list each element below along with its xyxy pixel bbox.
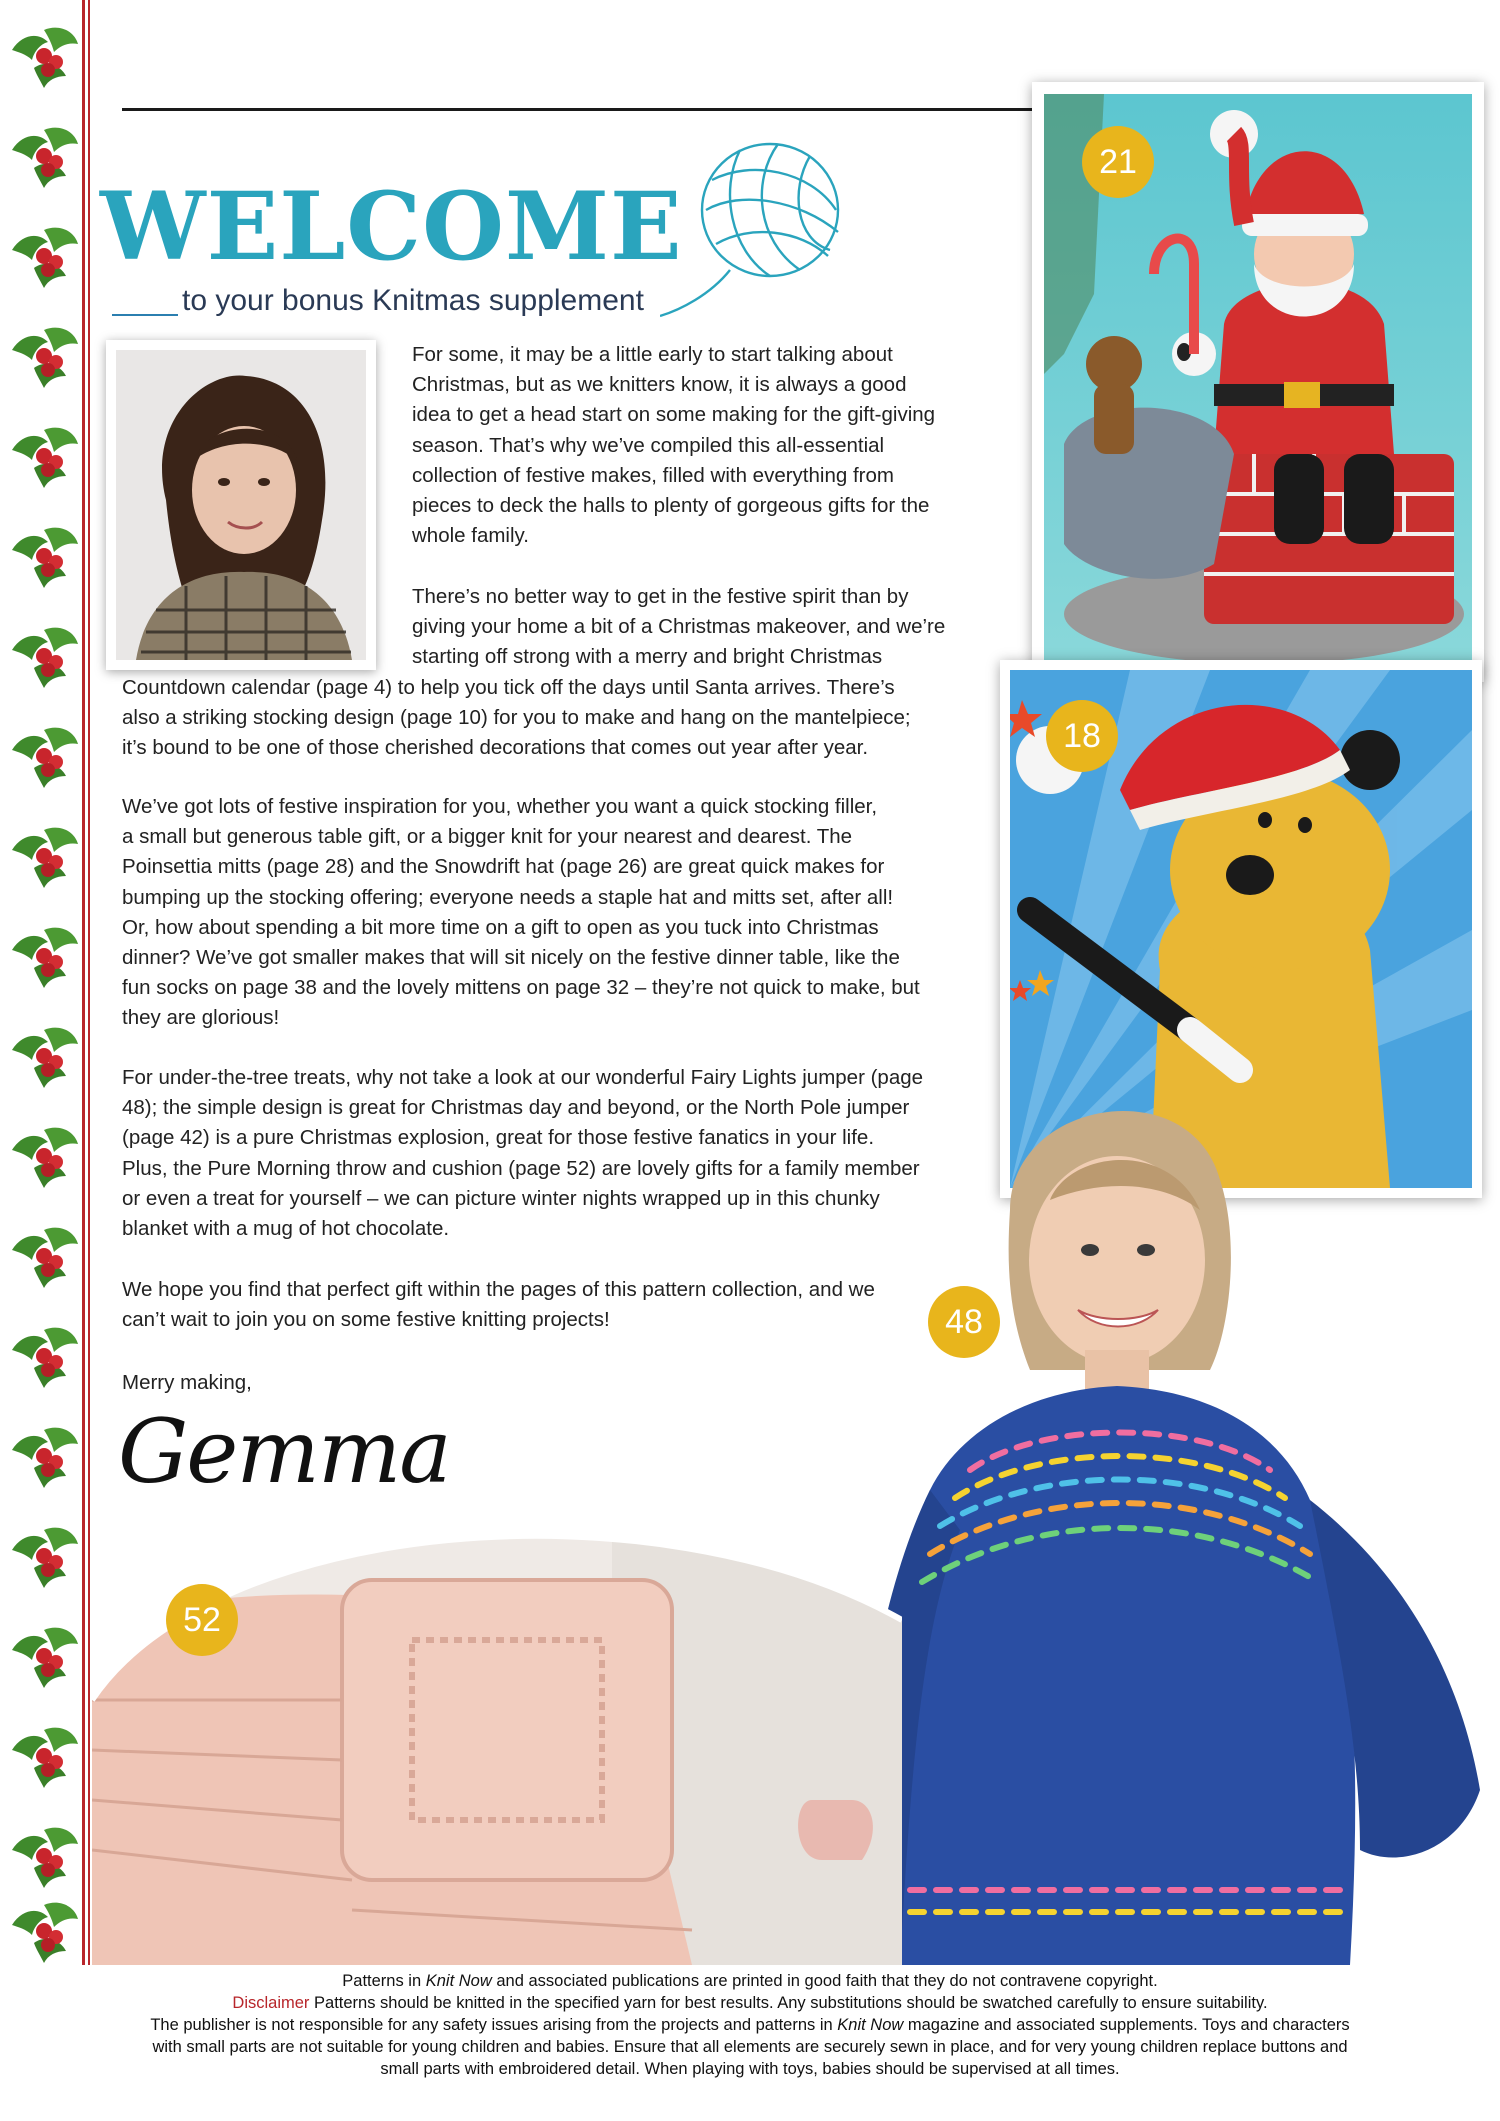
footer-text: Patterns should be knitted in the specified yarn for best results. Any substitutions should be swatched carefully to ensure suitability. [309, 1994, 1268, 2012]
text-line: pieces to deck the halls to plenty of gorgeous gifts for the [412, 494, 930, 518]
paragraph-closing [122, 1275, 942, 1335]
magazine-name: Knit Now [425, 1972, 492, 1990]
page-badge-santa: 21 [1082, 126, 1154, 198]
page-subtitle: to your bonus Knitmas supplement [182, 284, 644, 317]
text-line: There’s no better way to get in the festive spirit than by [412, 585, 909, 608]
border-line [88, 0, 90, 1965]
footer-line: with small parts are not suitable for young children and babies. Ensure that all elements are securely sewn in place, and for very young children replace buttons and [152, 2038, 1348, 2056]
jumper-photo-icon [840, 1070, 1500, 1965]
footer-line [0, 2014, 1500, 2036]
text-line: Poinsettia mitts (page 28) and the Snowdrift hat (page 26) are great quick makes for [122, 855, 885, 879]
sign-off: Merry making, [122, 1371, 252, 1394]
subtitle-rule [112, 314, 178, 316]
text-line: (page 42) is a pure Christmas explosion, great for those festive fanatics in your life. [122, 1126, 875, 1150]
text-line: whole family. [412, 524, 529, 548]
text-line: 48); the simple design is great for Christmas day and beyond, or the North Pole jumper [122, 1096, 910, 1120]
border-line [82, 0, 85, 1965]
text-line: dinner? We’ve got smaller makes that will sit nicely on the festive dinner table, like the [122, 946, 900, 970]
text-line: starting off strong with a merry and bright Christmas [412, 645, 883, 669]
page-badge-throw: 52 [166, 1584, 238, 1656]
text-line: bumping up the stocking offering; everyone needs a staple hat and mitts set, after all! [122, 885, 894, 909]
text-line: Or, how about spending a bit more time on a gift to open as you tuck into Christmas [122, 915, 879, 939]
text-line: a small but generous table gift, or a bigger knit for your nearest and dearest. The [122, 825, 853, 849]
footer-disclaimer [0, 1970, 1500, 2080]
text-line: idea to get a head start on some making for the gift-giving [412, 403, 936, 427]
text-line: or even a treat for yourself – we can picture winter nights wrapped up in this chunky [122, 1186, 880, 1210]
holly-leaves-icon [0, 0, 82, 1965]
footer-text: The publisher is not responsible for any safety issues arising from the projects and patterns in [150, 2016, 838, 2034]
text-line: Countdown calendar (page 4) to help you tick off the days until Santa arrives. There’s [122, 675, 895, 699]
text-line: can’t wait to join you on some festive knitting projects! [122, 1308, 610, 1332]
footer-line [0, 1970, 1500, 1992]
text-line: they are glorious! [122, 1006, 280, 1030]
paragraph-home [122, 582, 967, 763]
signature: Gemma [118, 1400, 450, 1503]
text-line: also a striking stocking design (page 10) for you to make and hang on the mantelpiece; [122, 705, 911, 729]
text-line: Christmas, but as we knitters know, it is always a good [412, 373, 907, 397]
footer-text: Patterns in [342, 1972, 426, 1990]
text-line: it’s bound to be one of those cherished decorations that comes out year after year. [122, 736, 869, 760]
footer-text: and associated publications are printed in good faith that they do not contravene copyright. [491, 1972, 1158, 1990]
footer-line: small parts with embroidered detail. When playing with toys, babies should be supervised at all times. [380, 2060, 1120, 2078]
text-line: giving your home a bit of a Christmas makeover, and we’re [412, 615, 946, 639]
text-line: We hope you find that perfect gift within the pages of this pattern collection, and we [122, 1278, 875, 1301]
text-line: We’ve got lots of festive inspiration for you, whether you want a quick stocking filler, [122, 795, 878, 818]
magazine-name: Knit Now [837, 2016, 904, 2034]
text-line: Plus, the Pure Morning throw and cushion (page 52) are lovely gifts for a family member [122, 1156, 920, 1180]
footer-text: magazine and associated supplements. Toys and characters [903, 2016, 1350, 2034]
text-line: blanket with a mug of hot chocolate. [122, 1217, 450, 1241]
text-line: season. That’s why we’ve compiled this all-essential [412, 433, 885, 457]
footer-line [0, 1992, 1500, 2014]
throw-photo-icon [92, 1500, 902, 1965]
intro-paragraph [412, 340, 967, 551]
page-title: WELCOME [100, 172, 683, 282]
text-line: fun socks on page 38 and the lovely mittens on page 32 – they’re not quick to make, but [122, 976, 920, 1000]
top-rule [122, 108, 1050, 111]
text-line: For under-the-tree treats, why not take a look at our wonderful Fairy Lights jumper (page [122, 1066, 924, 1089]
page-badge-jumper: 48 [928, 1286, 1000, 1358]
holly-border [0, 0, 90, 1965]
disclaimer-label: Disclaimer [232, 1994, 310, 2012]
paragraph-gifts [122, 792, 972, 1034]
yarn-ball-icon [660, 120, 878, 320]
text-line: For some, it may be a little early to start talking about [412, 343, 893, 366]
text-line: collection of festive makes, filled with everything from [412, 463, 894, 487]
page-badge-bear: 18 [1046, 700, 1118, 772]
